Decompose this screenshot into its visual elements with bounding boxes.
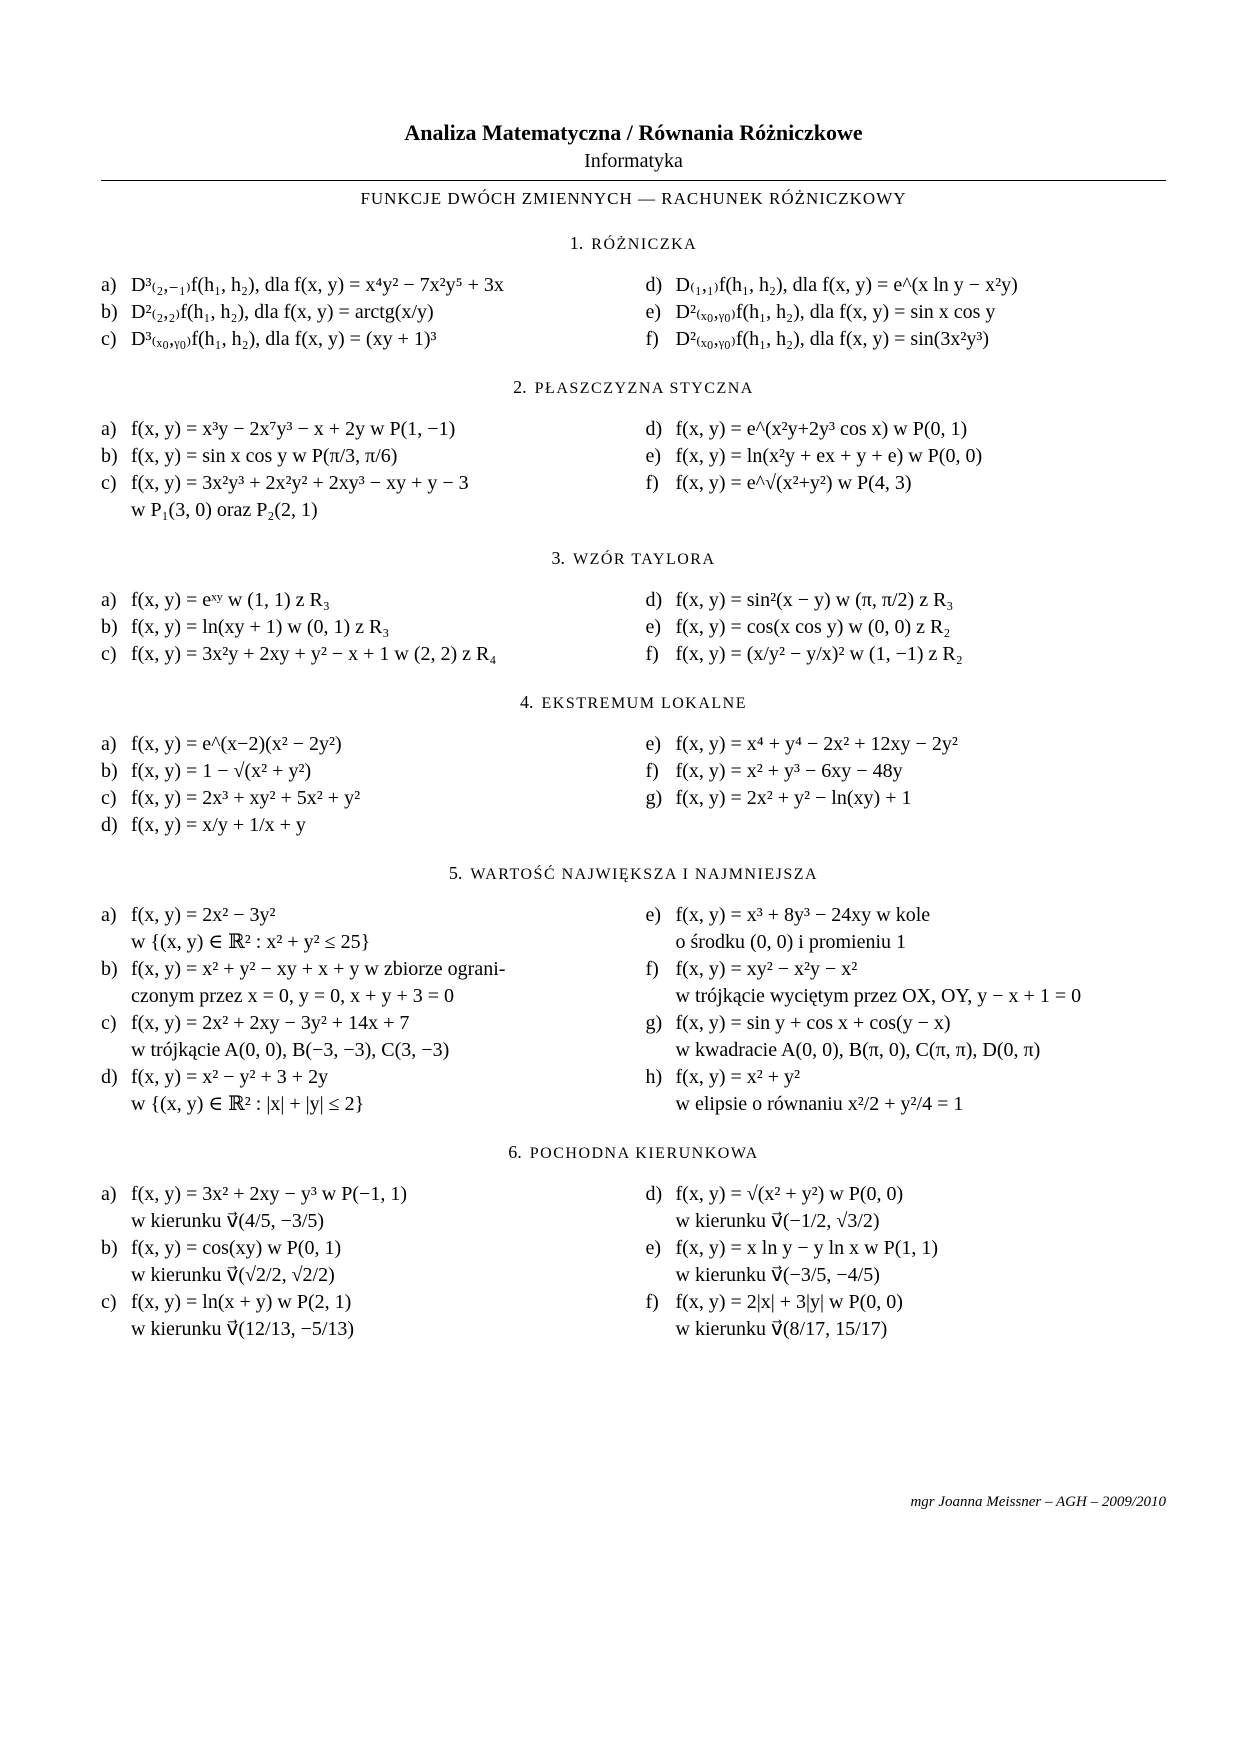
exercise-formula-line: w kierunku v⃗(4/5, −3/5) — [131, 1210, 325, 1232]
exercise-item — [101, 1064, 634, 1118]
exercise-formula-line: D²₍ₓ₀,ᵧ₀₎f(h₁, h₂), dla f(x, y) = sin x cos y — [675, 301, 996, 323]
exercise-body — [131, 902, 634, 956]
section-columns — [101, 1181, 1166, 1343]
column-right — [634, 902, 1167, 1118]
column-right — [634, 416, 1167, 524]
exercise-label: a) — [101, 733, 117, 755]
column-left — [101, 731, 634, 839]
exercise-formula-line: f(x, y) = x² + y³ − 6xy − 48y — [675, 760, 903, 782]
exercise-label: a) — [101, 904, 117, 926]
exercise-formula-line: w trójkącie wyciętym przez OX, OY, y − x + 1 = 0 — [675, 985, 1082, 1007]
exercise-item — [101, 1289, 634, 1343]
exercise-item — [646, 416, 1167, 443]
exercise-item — [646, 326, 1167, 353]
exercise-formula-line: f(x, y) = e^(x²y+2y³ cos x) w P(0, 1) — [675, 418, 968, 440]
column-right — [634, 1181, 1167, 1343]
exercise-body — [131, 1289, 634, 1343]
exercise-item — [101, 443, 634, 470]
section-columns — [101, 416, 1166, 524]
exercise-formula-line: f(x, y) = 2x² + 2xy − 3y² + 14x + 7 — [131, 1012, 410, 1034]
exercise-body — [676, 614, 1167, 641]
exercise-formula-line: f(x, y) = x/y + 1/x + y — [131, 814, 306, 836]
exercise-formula-line: f(x, y) = 3x²y³ + 2x²y² + 2xy³ − xy + y − 3 — [131, 472, 469, 494]
exercise-label: f) — [645, 760, 659, 782]
section-heading — [101, 1142, 1166, 1163]
exercise-body — [676, 326, 1167, 353]
exercise-label: f) — [645, 472, 659, 494]
section-title: WARTOŚĆ NAJWIĘKSZA I NAJMNIEJSZA — [470, 866, 819, 883]
column-left — [101, 272, 634, 353]
exercise-item — [101, 902, 634, 956]
exercise-item — [101, 470, 634, 524]
exercise-body — [676, 587, 1167, 614]
exercise-formula-line: f(x, y) = eˣʸ w (1, 1) z R₃ — [131, 589, 330, 611]
exercise-item — [101, 1181, 634, 1235]
exercise-body — [676, 758, 1167, 785]
section-columns — [101, 272, 1166, 353]
exercise-formula-line: f(x, y) = e^(x−2)(x² − 2y²) — [131, 733, 342, 755]
exercise-label: c) — [101, 328, 117, 350]
exercise-formula-line: f(x, y) = 2x² + y² − ln(xy) + 1 — [675, 787, 912, 809]
exercise-item — [646, 1235, 1167, 1289]
column-right — [634, 272, 1167, 353]
column-left — [101, 587, 634, 668]
exercise-body — [131, 1010, 634, 1064]
exercise-item — [101, 326, 634, 353]
exercise-label: e) — [645, 904, 662, 926]
exercise-formula-line: f(x, y) = cos(xy) w P(0, 1) — [131, 1237, 342, 1259]
exercise-formula-line: f(x, y) = 2x³ + xy² + 5x² + y² — [131, 787, 361, 809]
exercise-label: a) — [101, 418, 117, 440]
exercise-formula-line: f(x, y) = ln(xy + 1) w (0, 1) z R₃ — [131, 616, 390, 638]
exercise-formula-line: f(x, y) = x² + y² — [675, 1066, 801, 1088]
exercise-body — [676, 956, 1167, 1010]
exercise-formula-line: f(x, y) = x³ + 8y³ − 24xy w kole — [675, 904, 931, 926]
section-columns — [101, 587, 1166, 668]
exercise-label: b) — [101, 958, 118, 980]
exercise-label: f) — [645, 643, 659, 665]
exercise-item — [646, 272, 1167, 299]
exercise-label: b) — [101, 1237, 118, 1259]
exercise-body — [131, 326, 634, 353]
exercise-body — [676, 416, 1167, 443]
exercise-formula-line: w kierunku v⃗(−1/2, √3/2) — [675, 1210, 880, 1232]
section-title: WZÓR TAYLORA — [573, 551, 716, 568]
exercise-body — [676, 731, 1167, 758]
exercise-item — [101, 416, 634, 443]
exercise-body — [676, 641, 1167, 668]
exercise-item — [101, 731, 634, 758]
exercise-formula-line: f(x, y) = sin x cos y w P(π/3, π/6) — [131, 445, 398, 467]
section-title: POCHODNA KIERUNKOWA — [529, 1145, 759, 1162]
exercise-label: a) — [101, 1183, 117, 1205]
exercise-body — [131, 812, 634, 839]
exercise-formula-line: w {(x, y) ∈ ℝ² : |x| + |y| ≤ 2} — [131, 1093, 365, 1115]
exercise-formula-line: D²₍₂,₂₎f(h₁, h₂), dla f(x, y) = arctg(x/y) — [131, 301, 434, 323]
exercise-item — [646, 758, 1167, 785]
exercise-body — [131, 1235, 634, 1289]
exercise-formula-line: w kwadracie A(0, 0), B(π, 0), C(π, π), D(0, π) — [675, 1039, 1041, 1061]
exercise-label: c) — [101, 643, 117, 665]
exercise-formula-line: w kierunku v⃗(8/17, 15/17) — [675, 1318, 888, 1340]
exercise-formula-line: czonym przez x = 0, y = 0, x + y + 3 = 0 — [131, 985, 454, 1007]
exercise-body — [676, 1010, 1167, 1064]
exercise-item — [646, 587, 1167, 614]
exercise-body — [131, 1181, 634, 1235]
exercise-item — [101, 812, 634, 839]
exercise-label: e) — [645, 1237, 662, 1259]
exercise-label: c) — [101, 472, 117, 494]
exercise-body — [131, 614, 634, 641]
section-number: 1. — [569, 233, 584, 253]
exercise-body — [676, 299, 1167, 326]
exercise-body — [131, 956, 634, 1010]
exercise-item — [646, 470, 1167, 497]
exercise-formula-line: f(x, y) = x ln y − y ln x w P(1, 1) — [675, 1237, 939, 1259]
exercise-label: d) — [101, 1066, 118, 1088]
section-title: RÓŻNICZKA — [591, 236, 698, 253]
exercise-formula-line: f(x, y) = 3x² + 2xy − y³ w P(−1, 1) — [131, 1183, 407, 1205]
section-title: PŁASZCZYZNA STYCZNA — [534, 380, 754, 397]
exercise-item — [646, 1181, 1167, 1235]
column-right — [634, 587, 1167, 668]
exercise-label: f) — [645, 1291, 659, 1313]
exercise-body — [676, 1181, 1167, 1235]
exercise-item — [646, 614, 1167, 641]
exercise-body — [131, 470, 634, 524]
section-number: 6. — [508, 1142, 522, 1162]
exercise-sections — [101, 233, 1166, 1343]
exercise-item — [646, 1289, 1167, 1343]
exercise-formula-line: f(x, y) = sin y + cos x + cos(y − x) — [675, 1012, 951, 1034]
section-title: EKSTREMUM LOKALNE — [541, 695, 747, 712]
exercise-item — [101, 272, 634, 299]
document-subtitle: Informatyka — [584, 150, 683, 172]
exercise-body — [676, 785, 1167, 812]
exercise-label: e) — [645, 616, 662, 638]
exercise-body — [131, 1064, 634, 1118]
exercise-item — [646, 902, 1167, 956]
section-heading — [101, 692, 1166, 713]
exercise-formula-line: f(x, y) = xy² − x²y − x² — [675, 958, 858, 980]
exercise-formula-line: w P₁(3, 0) oraz P₂(2, 1) — [131, 499, 318, 521]
exercise-formula-line: D³₍ₓ₀,ᵧ₀₎f(h₁, h₂), dla f(x, y) = (xy + 1)³ — [131, 328, 437, 350]
exercise-body — [131, 443, 634, 470]
exercise-body — [676, 272, 1167, 299]
section-heading — [101, 233, 1166, 254]
exercise-formula-line: w {(x, y) ∈ ℝ² : x² + y² ≤ 25} — [131, 931, 371, 953]
exercise-formula-line: f(x, y) = x⁴ + y⁴ − 2x² + 12xy − 2y² — [675, 733, 958, 755]
exercise-label: f) — [645, 328, 659, 350]
exercise-label: c) — [101, 787, 117, 809]
exercise-item — [646, 641, 1167, 668]
footer-author: mgr Joanna Meissner – AGH – 2009/2010 — [910, 1494, 1166, 1510]
column-left — [101, 1181, 634, 1343]
exercise-label: c) — [101, 1291, 117, 1313]
exercise-formula-line: D³₍₂,₋₁₎f(h₁, h₂), dla f(x, y) = x⁴y² − 7x²y⁵ + 3x — [131, 274, 504, 296]
exercise-formula-line: f(x, y) = cos(x cos y) w (0, 0) z R₂ — [675, 616, 951, 638]
header-divider — [101, 180, 1166, 181]
exercise-item — [101, 587, 634, 614]
section-number: 2. — [513, 377, 527, 397]
exercise-formula-line: f(x, y) = √(x² + y²) w P(0, 0) — [675, 1183, 904, 1205]
section-number: 5. — [448, 863, 463, 883]
exercise-body — [676, 1064, 1167, 1118]
exercise-body — [676, 1289, 1167, 1343]
exercise-label: b) — [101, 760, 118, 782]
exercise-label: e) — [645, 445, 662, 467]
exercise-label: a) — [101, 274, 117, 296]
exercise-body — [131, 299, 634, 326]
exercise-formula-line: f(x, y) = 2x² − 3y² — [131, 904, 276, 926]
exercise-formula-line: f(x, y) = x² − y² + 3 + 2y — [131, 1066, 329, 1088]
section-heading — [101, 377, 1166, 398]
exercise-formula-line: o środku (0, 0) i promieniu 1 — [675, 931, 907, 953]
exercise-formula-line: f(x, y) = e^√(x²+y²) w P(4, 3) — [675, 472, 912, 494]
exercise-label: g) — [645, 787, 663, 809]
exercise-item — [101, 299, 634, 326]
document-title: Analiza Matematyczna / Równania Różniczkowe — [404, 120, 863, 145]
exercise-label: d) — [645, 418, 663, 440]
exercise-label: d) — [645, 274, 663, 296]
section-heading — [101, 863, 1166, 884]
exercise-formula-line: f(x, y) = 1 − √(x² + y²) — [131, 760, 312, 782]
section-heading — [101, 548, 1166, 569]
exercise-body — [676, 1235, 1167, 1289]
exercise-formula-line: w kierunku v⃗(√2/2, √2/2) — [131, 1264, 335, 1286]
exercise-formula-line: f(x, y) = sin²(x − y) w (π, π/2) z R₃ — [675, 589, 954, 611]
exercise-label: b) — [101, 301, 118, 323]
exercise-label: h) — [645, 1066, 663, 1088]
exercise-item — [101, 956, 634, 1010]
exercise-label: b) — [101, 616, 118, 638]
exercise-body — [131, 785, 634, 812]
section-number: 3. — [551, 548, 565, 568]
exercise-item — [646, 731, 1167, 758]
exercise-item — [646, 785, 1167, 812]
exercise-formula-line: w elipsie o równaniu x²/2 + y²/4 = 1 — [675, 1093, 964, 1115]
exercise-body — [676, 902, 1167, 956]
exercise-item — [101, 785, 634, 812]
exercise-body — [131, 731, 634, 758]
exercise-body — [676, 470, 1167, 497]
topic-heading: FUNKCJE DWÓCH ZMIENNYCH — RACHUNEK RÓŻNICZKOWY — [360, 189, 907, 208]
exercise-item — [101, 758, 634, 785]
exercise-formula-line: w trójkącie A(0, 0), B(−3, −3), C(3, −3) — [131, 1039, 450, 1061]
exercise-label: b) — [101, 445, 118, 467]
exercise-label: a) — [101, 589, 117, 611]
exercise-label: e) — [645, 733, 662, 755]
column-left — [101, 902, 634, 1118]
exercise-item — [101, 1010, 634, 1064]
exercise-formula-line: f(x, y) = 3x²y + 2xy + y² − x + 1 w (2, 2) z R₄ — [131, 643, 497, 665]
exercise-item — [646, 299, 1167, 326]
exercise-body — [131, 641, 634, 668]
exercise-label: g) — [645, 1012, 663, 1034]
exercise-item — [646, 1010, 1167, 1064]
exercise-body — [131, 272, 634, 299]
exercise-formula-line: f(x, y) = ln(x + y) w P(2, 1) — [131, 1291, 352, 1313]
section-columns — [101, 902, 1166, 1118]
exercise-item — [101, 641, 634, 668]
exercise-formula-line: f(x, y) = 2|x| + 3|y| w P(0, 0) — [675, 1291, 903, 1313]
exercise-label: d) — [645, 1183, 663, 1205]
exercise-formula-line: f(x, y) = (x/y² − y/x)² w (1, −1) z R₂ — [675, 643, 963, 665]
exercise-label: d) — [101, 814, 118, 836]
exercise-item — [646, 956, 1167, 1010]
document-page — [101, 118, 1166, 1343]
exercise-label: c) — [101, 1012, 117, 1034]
exercise-label: e) — [645, 301, 662, 323]
exercise-body — [131, 416, 634, 443]
exercise-item — [646, 1064, 1167, 1118]
exercise-formula-line: f(x, y) = ln(x²y + ex + y + e) w P(0, 0) — [675, 445, 983, 467]
exercise-item — [646, 443, 1167, 470]
exercise-label: d) — [645, 589, 663, 611]
exercise-formula-line: D₍₁,₁₎f(h₁, h₂), dla f(x, y) = e^(x ln y − x²y) — [675, 274, 1018, 296]
exercise-formula-line: f(x, y) = x² + y² − xy + x + y w zbiorze ograni- — [131, 958, 506, 980]
exercise-formula-line: f(x, y) = x³y − 2x⁷y³ − x + 2y w P(1, −1) — [131, 418, 456, 440]
section-columns — [101, 731, 1166, 839]
exercise-body — [676, 443, 1167, 470]
exercise-body — [131, 758, 634, 785]
exercise-formula-line: w kierunku v⃗(−3/5, −4/5) — [675, 1264, 880, 1286]
column-left — [101, 416, 634, 524]
exercise-item — [101, 1235, 634, 1289]
exercise-formula-line: D²₍ₓ₀,ᵧ₀₎f(h₁, h₂), dla f(x, y) = sin(3x²y³) — [675, 328, 990, 350]
exercise-formula-line: w kierunku v⃗(12/13, −5/13) — [131, 1318, 355, 1340]
column-right — [634, 731, 1167, 839]
exercise-item — [101, 614, 634, 641]
section-number: 4. — [520, 692, 534, 712]
exercise-label: f) — [645, 958, 659, 980]
exercise-body — [131, 587, 634, 614]
